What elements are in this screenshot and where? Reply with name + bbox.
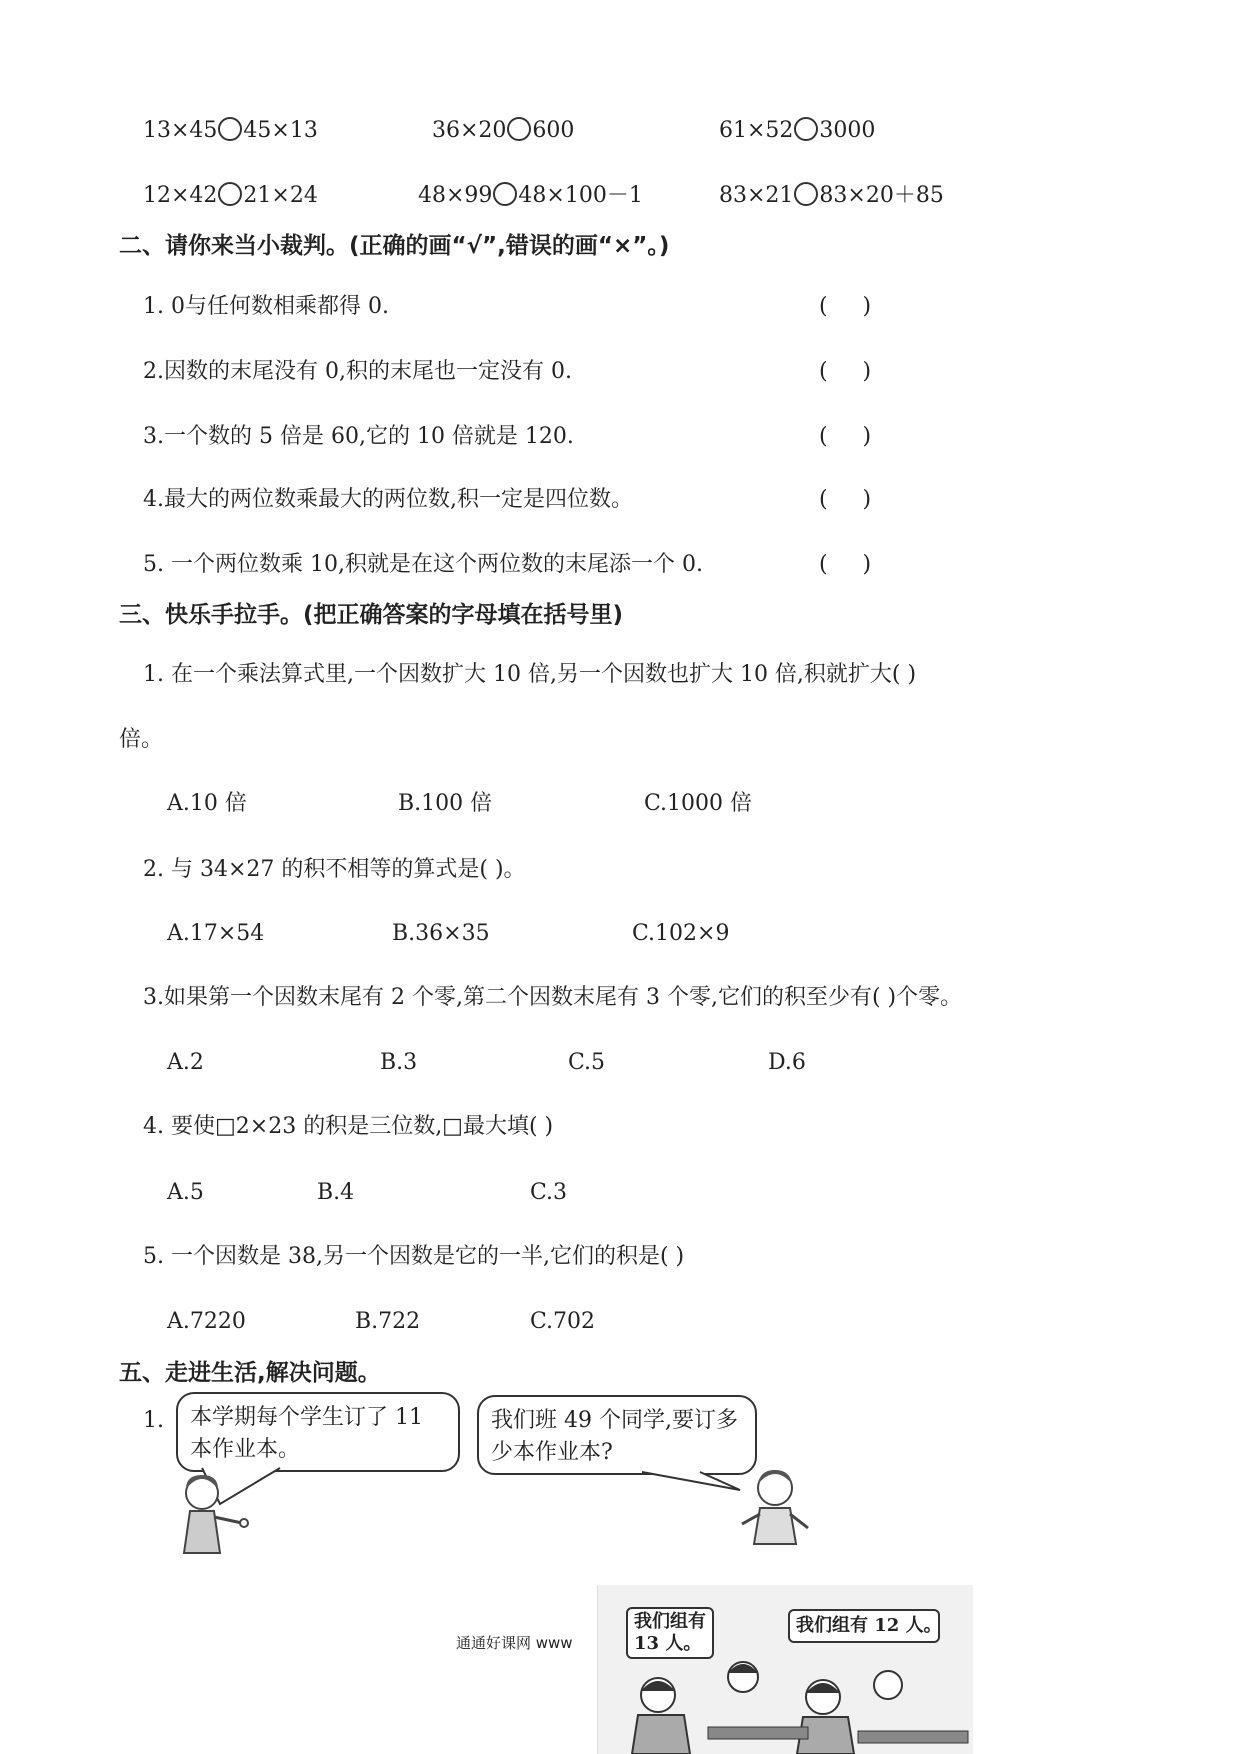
mc-question-1: 1. 在一个乘法算式里,一个因数扩大 10 倍,另一个因数也扩大 10 倍,积就扩大( )	[143, 662, 917, 687]
group-bubble-12: 我们组有 12 人。	[788, 1609, 940, 1643]
mc-question-4: 4. 要使□2×23 的积是三位数,□最大填( )	[143, 1114, 554, 1139]
compare-circle[interactable]	[218, 182, 242, 206]
option[interactable]: C.3	[530, 1180, 568, 1205]
group-bubble-13: 我们组有 13 人。	[626, 1607, 714, 1659]
answer-blank[interactable]: ( )	[819, 487, 872, 512]
compare-circle[interactable]	[493, 182, 517, 206]
option[interactable]: A.17×54	[167, 921, 265, 946]
problem-number: 1.	[143, 1408, 164, 1433]
option[interactable]: A.2	[167, 1050, 204, 1075]
option[interactable]: A.5	[167, 1180, 204, 1205]
option[interactable]: B.722	[355, 1309, 421, 1334]
answer-blank[interactable]: ( )	[819, 424, 872, 449]
mc-question-1-cont: 倍。	[119, 727, 164, 752]
option[interactable]: C.5	[568, 1050, 606, 1075]
option[interactable]: B.4	[317, 1180, 355, 1205]
section3-heading: 三、快乐手拉手。(把正确答案的字母填在括号里)	[119, 602, 624, 628]
classroom-illustration	[597, 1585, 973, 1754]
judge-item-3: 3.一个数的 5 倍是 60,它的 10 倍就是 120.	[143, 424, 574, 449]
mc-question-5: 5. 一个因数是 38,另一个因数是它的一半,它们的积是( )	[143, 1244, 685, 1269]
judge-item-5: 5. 一个两位数乘 10,积就是在这个两位数的末尾添一个 0.	[143, 552, 703, 577]
compare-circle[interactable]	[794, 117, 818, 141]
judge-item-1: 1. 0与任何数相乘都得 0.	[143, 294, 389, 319]
compare-item-2: 36×20 600	[432, 118, 575, 143]
answer-blank[interactable]: ( )	[819, 552, 872, 577]
compare-item-5: 48×99 48×100－1	[418, 183, 643, 208]
compare-circle[interactable]	[507, 117, 531, 141]
option[interactable]: B.3	[380, 1050, 418, 1075]
students-at-desks-icon	[598, 1645, 973, 1754]
compare-circle[interactable]	[218, 117, 242, 141]
footer-watermark: 通通好课网 www	[456, 1634, 573, 1652]
option[interactable]: B.36×35	[392, 921, 490, 946]
judge-item-4: 4.最大的两位数乘最大的两位数,积一定是四位数。	[143, 487, 633, 512]
mc-question-3: 3.如果第一个因数末尾有 2 个零,第二个因数末尾有 3 个零,它们的积至少有( )个零。	[143, 985, 963, 1010]
teacher-figure-icon	[172, 1465, 262, 1555]
section2-heading: 二、请你来当小裁判。(正确的画“√”,错误的画“×”。)	[119, 233, 670, 259]
option[interactable]: A.7220	[167, 1309, 246, 1334]
compare-item-1: 13×45 45×13	[143, 118, 318, 143]
option[interactable]: D.6	[768, 1050, 806, 1075]
mc-question-2: 2. 与 34×27 的积不相等的算式是( )。	[143, 857, 526, 882]
answer-blank[interactable]: ( )	[819, 294, 872, 319]
compare-item-3: 61×52 3000	[719, 118, 876, 143]
compare-circle[interactable]	[794, 182, 818, 206]
compare-item-6: 83×21 83×20＋85	[719, 183, 944, 208]
option[interactable]: A.10 倍	[167, 791, 247, 816]
answer-blank[interactable]: ( )	[819, 359, 872, 384]
judge-item-2: 2.因数的末尾没有 0,积的末尾也一定没有 0.	[143, 359, 572, 384]
option[interactable]: C.102×9	[632, 921, 730, 946]
speech-bubble-student: 我们班 49 个同学,要订多少本作业本?	[477, 1395, 757, 1475]
option[interactable]: C.702	[530, 1309, 596, 1334]
speech-bubble-teacher: 本学期每个学生订了 11 本作业本。	[176, 1392, 460, 1472]
option[interactable]: C.1000 倍	[644, 791, 753, 816]
compare-item-4: 12×42 21×24	[143, 183, 318, 208]
option[interactable]: B.100 倍	[398, 791, 493, 816]
student-figure-icon	[730, 1458, 820, 1548]
section5-heading: 五、走进生活,解决问题。	[119, 1360, 381, 1386]
